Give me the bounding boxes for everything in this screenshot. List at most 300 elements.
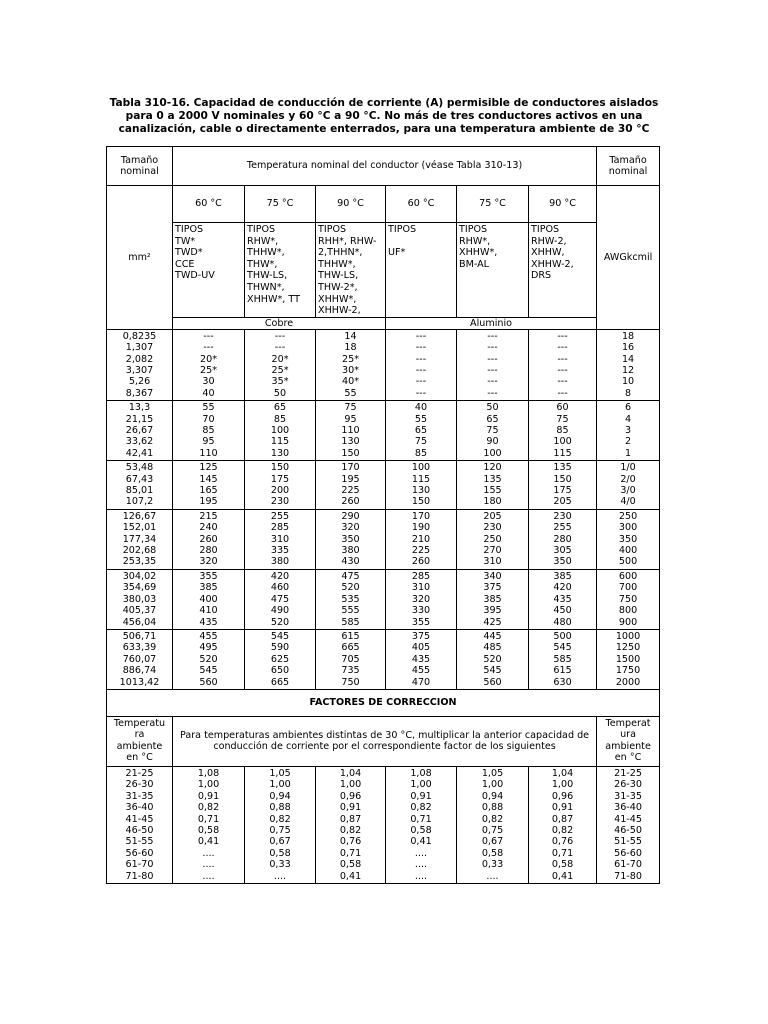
cell-value: 25* [271,364,289,376]
aluminum-label: Aluminio [386,317,597,329]
cell-value: 4/0 [620,496,636,508]
cell-value: en °C [614,752,642,764]
cell-value: 290 [341,510,360,522]
ampacity-column [316,329,386,400]
cell-value: 455 [411,665,431,677]
cell-value: 56-60 [125,847,154,859]
cell-value: 75 [414,436,428,448]
ampacity-column [457,329,529,400]
ampacity-column [457,461,529,510]
cell-value: 1,00 [551,779,574,791]
cell-value: 354,69 [122,582,157,594]
cell-value: 177,34 [122,533,157,545]
cell-value: ura [620,729,636,741]
cell-value: 35* [271,376,289,388]
cell-value: 435 [553,593,572,605]
factor-column [316,766,386,883]
cell-value: 85,01 [125,485,154,497]
cell-value: 250 [618,510,638,522]
cell-value: 0,33 [481,859,504,871]
cell-value: 21,15 [125,413,154,425]
ampacity-column [386,329,457,400]
cell-value: 51-55 [125,836,154,848]
cell-value: 16 [621,342,635,354]
size-mm2-column [107,329,173,400]
cell-value: 230 [270,496,290,508]
cell-value: 560 [199,676,218,688]
cell-value: 170 [411,510,431,522]
cell-value: 0,71 [339,847,362,859]
cell-value: 735 [341,665,360,677]
ampacity-column [316,401,386,461]
cell-value: 110 [341,425,360,436]
cell-value: 0,91 [197,790,220,802]
cell-value: 56-60 [614,847,642,859]
cell-value: 1,05 [481,767,504,779]
cell-value: 5,26 [128,376,151,388]
cell-value: --- [415,364,427,376]
cell-value: 85 [273,413,287,425]
temp-75-aluminum: 75 °C [457,186,529,223]
cell-value: 145 [199,473,218,485]
cell-value: 0,71 [197,813,220,825]
ampacity-column [529,629,597,689]
cell-value: 520 [199,653,218,665]
cell-value: 0,58 [551,859,574,871]
cell-value: 0,58 [269,847,291,859]
cell-value: 130 [411,485,431,497]
cell-value: 190 [411,522,431,534]
cell-value: 85 [414,447,428,459]
cell-value: 320 [199,556,218,568]
cell-value: 495 [199,642,218,654]
cell-value: .... [486,870,499,882]
cell-value: 355 [411,616,431,628]
cell-value: 0,91 [551,802,574,814]
cell-value: 0,96 [339,790,362,802]
cell-value: 110 [199,447,218,459]
cell-value: 355 [199,570,218,582]
ampacity-column [245,569,316,629]
cell-value: 150 [411,496,431,508]
cell-value: 100 [270,425,290,436]
cell-value: .... [202,847,215,859]
ampacity-column [173,509,245,569]
cell-value: 375 [411,630,431,642]
cell-value: .... [414,870,428,882]
cell-value: THW-2*, [318,281,358,293]
cell-value: 1 [624,447,632,459]
cell-value: 385 [483,593,502,605]
size-awg-column [597,509,660,569]
cell-value: 100 [411,462,431,474]
cell-value: UF* [388,246,406,258]
cell-value: 50 [273,387,287,399]
cell-value: 520 [270,616,290,628]
cell-value: 545 [553,642,572,654]
cell-value: 490 [270,605,290,617]
cell-value: 585 [553,653,572,665]
cell-value: 500 [553,630,572,642]
cell-value: 20* [271,353,289,365]
ampacity-column [173,569,245,629]
cell-value: 260 [341,496,360,508]
cell-value: .... [202,870,215,882]
temp-90-copper: 90 °C [316,186,386,223]
cell-value: 0,8235 [122,330,157,342]
size-awg-column [597,569,660,629]
cell-value: TWD* [175,247,203,259]
table-row [107,401,660,461]
cell-value: THW-LS, [247,270,288,282]
cell-value: CCE [175,258,195,270]
cell-value: 41-45 [125,813,154,825]
cell-value: 36-40 [614,802,642,814]
cell-value: 46-50 [614,824,642,836]
cell-value: RHW*, [247,235,279,247]
cell-value: 500 [618,556,638,568]
cell-value: --- [415,376,427,388]
cell-value: 2 [624,436,632,448]
cell-value: 585 [341,616,360,628]
cell-value: 8 [624,387,632,399]
cell-value: 14 [621,353,635,365]
cell-value: --- [487,342,498,354]
cell-value: 150 [270,462,290,474]
cell-value: 90 [486,436,499,448]
ampacity-column [386,569,457,629]
cell-value: 545 [270,630,290,642]
cell-value: 255 [270,510,290,522]
cell-value: 40 [202,387,215,399]
cell-value: 71-80 [614,870,642,882]
size-header-left: Tamaño nominal [107,147,173,186]
cell-value: TIPOS [318,224,347,235]
cell-value: 130 [270,447,290,459]
cell-value: 230 [483,522,502,534]
cell-value: 1750 [615,665,641,677]
cell-value: 14 [344,330,357,342]
cell-value: 0,58 [410,824,432,836]
ampacity-column [529,401,597,461]
conductor-types-4 [457,223,529,318]
cell-value: 750 [618,593,638,605]
cell-value: 170 [341,462,360,474]
cell-value: 0,67 [481,836,504,848]
ampacity-column [457,629,529,689]
cell-value: 55 [414,413,428,425]
ampacity-column [245,509,316,569]
cell-value: 460 [270,582,290,594]
cell-value: 405,37 [122,605,157,617]
ampacity-column [386,509,457,569]
cell-value: THWN*, [247,281,285,293]
cell-value: 633,39 [122,642,157,654]
cell-value: en °C [126,752,153,764]
cell-value: 320 [411,593,431,605]
cell-value: 30 [202,376,215,388]
factor-column [245,766,316,883]
cell-value: 0,41 [551,870,574,882]
cell-value: 340 [483,570,502,582]
cell-value: 100 [483,447,502,459]
cell-value: --- [274,330,286,342]
table-title: Tabla 310-16. Capacidad de conducción de corriente (A) permisible de conductores aislados para 0 a 2000 V nominales y 60 °C a 90 °C. No más de tres conductores activos en una canalización, cable o directamente enterrados, para una temperatura ambiente de 30 °C [109,97,659,136]
cell-value: 470 [411,676,431,688]
ampacity-column [316,629,386,689]
correction-factors [107,689,660,883]
cell-value: 1,00 [410,779,432,791]
table-header [107,147,660,330]
cell-value: --- [557,376,568,388]
cell-value: 300 [618,522,638,534]
cell-value [388,236,454,247]
cell-value: 450 [553,605,572,617]
cell-value: --- [557,387,568,399]
cell-value: 350 [553,556,572,568]
cell-value: 420 [553,582,572,594]
cell-value: 150 [341,447,360,459]
ampacity-column [173,329,245,400]
cell-value: 350 [618,533,638,545]
cell-value: 0,76 [339,836,362,848]
cell-value: XHHW-2, [318,305,361,317]
cell-value: 0,82 [410,802,432,814]
cell-value: 330 [411,605,431,617]
cell-value: 165 [199,485,218,497]
cell-value: 65 [486,413,499,425]
cell-value: THHW*, [318,258,356,270]
cell-value: 456,04 [122,616,157,628]
cell-value: 615 [341,630,360,642]
cell-value: 0,71 [551,847,574,859]
cell-value: 53,48 [125,462,154,474]
cell-value: 1,307 [125,342,154,354]
cell-value: 25* [199,364,217,376]
cell-value: 545 [483,665,502,677]
cell-value: 21-25 [125,767,154,779]
cell-value: 65 [273,402,287,414]
factor-column [386,766,457,883]
cell-value: RHH*, RHW- [318,235,377,247]
cell-value: 1,08 [410,767,432,779]
cell-value: 202,68 [122,545,157,557]
cell-value: 10 [621,376,635,388]
cell-value: 18 [344,342,357,354]
factors-instruction: Para temperaturas ambientes distintas de 30 °C, multiplicar la anterior capacidad de conducción de corriente por el correspondiente factor de los siguientes [173,716,597,766]
cell-value: 886,74 [122,665,157,677]
cell-value: 0,82 [269,813,291,825]
cell-value: 240 [199,522,218,534]
cell-value: 61-70 [125,859,154,871]
cell-value: 175 [553,485,572,497]
cell-value: --- [557,330,568,342]
ambient-temp-header-right [597,716,660,766]
cell-value: 26-30 [614,779,642,791]
table-row [107,461,660,510]
size-awg-column [597,461,660,510]
cell-value: 425 [483,616,502,628]
cell-value: 750 [341,676,360,688]
cell-value: 380 [270,556,290,568]
cell-value: XHHW*, [459,247,498,259]
cell-value: RHW*, [459,235,491,247]
cell-value: 1,00 [339,779,362,791]
cell-value: XHHW-2, [531,258,574,270]
cell-value: 1500 [615,653,641,665]
cell-value: 0,41 [410,836,432,848]
cell-value: 0,58 [197,824,220,836]
cell-value: 270 [483,545,502,557]
cell-value: 0,82 [481,813,504,825]
cell-value: 760,07 [122,653,157,665]
cell-value: 900 [618,616,638,628]
cell-value: --- [415,387,427,399]
unit-mm2: mm² [107,186,173,330]
cell-value: 3,307 [125,364,154,376]
cell-value: THHW*, [247,247,285,259]
cell-value: 320 [341,522,360,534]
size-header-right: Tamaño nominal [597,147,660,186]
ampacity-column [245,629,316,689]
factor-column [173,766,245,883]
cell-value: 75 [486,425,499,436]
cell-value: 475 [270,593,290,605]
cell-value: 42,41 [125,447,154,459]
ampacity-data [107,329,660,689]
cell-value: THW*, [247,258,278,270]
cell-value: 420 [270,570,290,582]
cell-value: 30* [341,364,359,376]
cell-value: 545 [199,665,218,677]
cell-value: 135 [483,473,502,485]
cell-value: 20* [199,353,217,365]
cell-value: 555 [341,605,360,617]
cell-value: 4 [624,413,632,425]
cell-value: 560 [483,676,502,688]
temp-range-column-right [597,766,660,883]
cell-value: 60 [556,402,569,414]
cell-value: 0,67 [269,836,291,848]
cell-value: 85 [202,425,215,436]
cell-value: --- [415,330,427,342]
cell-value: 155 [483,485,502,497]
cell-value: ra [134,729,145,741]
cell-value: 310 [270,533,290,545]
cell-value: 506,71 [122,630,157,642]
ampacity-column [386,629,457,689]
cell-value: 1013,42 [119,676,160,688]
cell-value: 520 [341,582,360,594]
cell-value: 2000 [615,676,641,688]
cell-value: 0,41 [339,870,362,882]
cell-value: 13,3 [128,402,151,414]
cell-value: 260 [411,556,431,568]
cell-value: 1,04 [551,767,574,779]
ampacity-column [316,569,386,629]
cell-value: 200 [270,485,290,497]
ampacity-column [529,329,597,400]
temp-range-column [107,766,173,883]
cell-value: 480 [553,616,572,628]
cell-value: Temperat [605,717,651,729]
size-mm2-column [107,629,173,689]
conductor-types-3 [386,223,457,318]
conductor-types-2 [316,223,386,318]
cell-value: 1,00 [197,779,220,791]
cell-value: 31-35 [614,790,642,802]
cell-value: XHHW, [531,247,565,259]
cell-value: 150 [553,473,572,485]
cell-value: 33,62 [125,436,154,448]
cell-value: 665 [341,642,360,654]
cell-value: 2/0 [620,473,636,485]
cell-value: 0,58 [339,859,362,871]
temperature-header: Temperatura nominal del conductor (véase Tabla 310-13) [173,147,597,186]
cell-value: 40* [341,376,359,388]
cell-value: 253,35 [122,556,157,568]
cell-value: 55 [202,402,215,414]
size-awg-column [597,629,660,689]
ambient-temp-header-left [107,716,173,766]
size-awg-column [597,329,660,400]
cell-value: 205 [483,510,502,522]
cell-value: 0,88 [481,802,504,814]
cell-value: --- [487,376,498,388]
cell-value: --- [274,342,286,354]
table-row [107,509,660,569]
cell-value: 0,94 [481,790,504,802]
conductor-types-5 [529,223,597,318]
cell-value: 255 [553,522,572,534]
cell-value: 705 [341,653,360,665]
cell-value: 630 [553,676,572,688]
cell-value: 0,82 [197,802,220,814]
cell-value: 310 [483,556,502,568]
cell-value: THW-LS, [318,270,359,282]
cell-value: 305 [553,545,572,557]
cell-value: 350 [341,533,360,545]
cell-value: 625 [270,653,290,665]
factor-column [529,766,597,883]
size-mm2-column [107,509,173,569]
cell-value: --- [487,330,498,342]
cell-value: 18 [621,330,635,342]
cell-value: TW* [175,235,196,247]
cell-value: 0,91 [410,790,432,802]
table-row [107,329,660,400]
cell-value: 335 [270,545,290,557]
cell-value: 152,01 [122,522,157,534]
cell-value: 51-55 [614,836,642,848]
cell-value: .... [273,870,287,882]
cell-value: 41-45 [614,813,642,825]
cell-value: 485 [483,642,502,654]
cell-value: 50 [486,402,499,414]
cell-value: 800 [618,605,638,617]
cell-value: 55 [344,387,357,399]
cell-value: 445 [483,630,502,642]
ampacity-column [316,509,386,569]
cell-value: 215 [199,510,218,522]
ampacity-column [316,461,386,510]
cell-value: 410 [199,605,218,617]
cell-value: 0,82 [339,824,362,836]
ampacity-column [245,329,316,400]
cell-value: 3/0 [620,485,636,497]
cell-value: 0,96 [551,790,574,802]
cell-value: 126,67 [122,510,157,522]
